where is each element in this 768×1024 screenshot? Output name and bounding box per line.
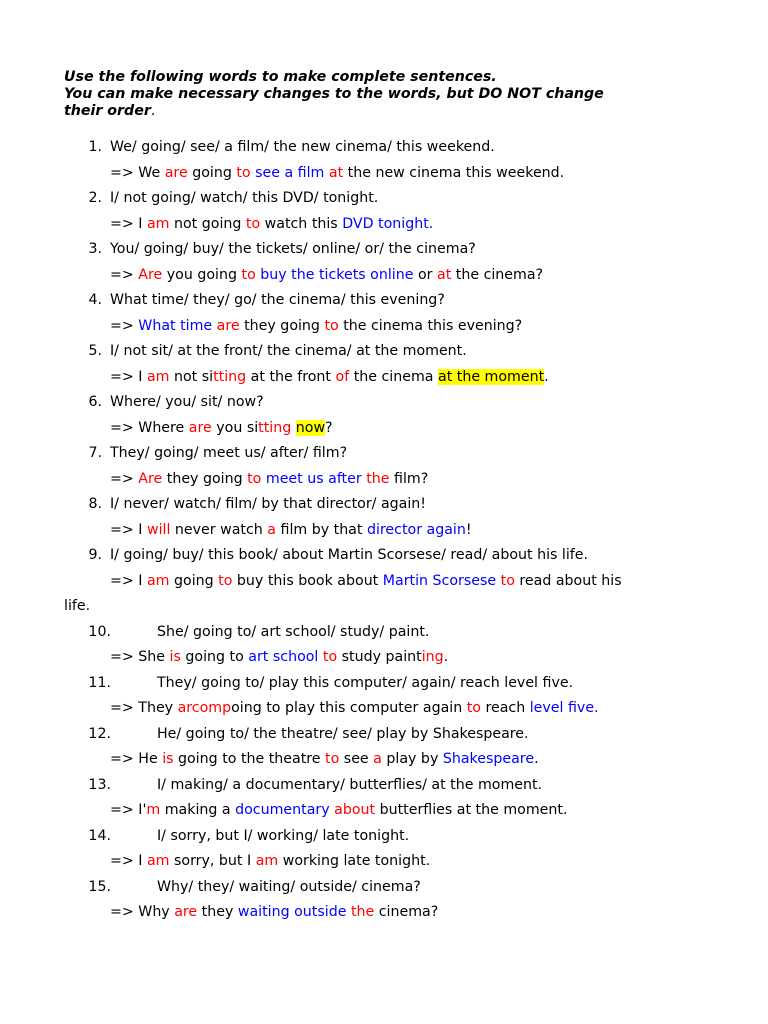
- answer-text: sorry, but I: [169, 853, 256, 869]
- exercise-answer-continuation-row: [0, 594, 768, 620]
- answer-text: => They: [110, 700, 178, 716]
- instructions-line-1: Use the following words to make complete sentences.: [64, 69, 497, 85]
- marked-text: at: [328, 164, 344, 181]
- marked-text: see a film: [255, 164, 325, 181]
- answer-text: => Why: [110, 904, 175, 920]
- exercise-prompt-row: [0, 773, 768, 799]
- exercise-prompt-row: [0, 492, 768, 518]
- answer-text: => I: [110, 853, 147, 869]
- marked-text: to: [466, 700, 481, 716]
- exercise-answer: [110, 696, 599, 722]
- marked-text: a: [267, 521, 276, 538]
- exercise-number: 10.: [88, 623, 111, 640]
- marked-text: am: [146, 853, 170, 869]
- answer-text: not si: [169, 368, 214, 385]
- answer-text: read about his: [514, 572, 622, 589]
- answer-text: they going: [162, 470, 248, 487]
- exercise-answer-row: [0, 696, 768, 722]
- answer-text: making a: [160, 802, 236, 818]
- answer-text: or: [413, 266, 437, 283]
- exercise-prompt-row: [0, 543, 768, 569]
- exercise-prompt: I/ going/ buy/ this book/ about Martin Scorsese/ read/ about his life.: [110, 547, 589, 563]
- exercise-answer-row: [0, 518, 768, 544]
- answer-text: going to: [180, 649, 249, 665]
- exercise-number: 11.: [88, 674, 111, 691]
- answer-text: you going: [162, 266, 242, 283]
- exercise-prompt: They/ going/ meet us/ after/ film?: [110, 445, 348, 461]
- marked-text: about: [334, 802, 376, 818]
- exercise-prompt: I/ not sit/ at the front/ the cinema/ at the moment.: [110, 343, 467, 359]
- answer-text: going: [169, 572, 219, 589]
- marked-text: are: [188, 419, 212, 436]
- exercise-prompt-row: [0, 875, 768, 901]
- exercise-number: 15.: [88, 878, 111, 895]
- answer-text: =>: [110, 470, 139, 487]
- exercise-answer-row: [0, 161, 768, 187]
- marked-text: the: [350, 904, 375, 920]
- exercise-number: 3.: [88, 241, 102, 257]
- marked-text: art school: [248, 649, 319, 665]
- exercise-prompt: I/ never/ watch/ film/ by that director/ again!: [110, 496, 426, 512]
- answer-text: => I: [110, 572, 147, 589]
- exercise-prompt-row: [0, 441, 768, 467]
- answer-text: => She: [110, 649, 170, 665]
- answer-text: => I: [110, 521, 147, 538]
- exercise-answer-row: [0, 416, 768, 442]
- exercise-number: 8.: [88, 496, 102, 512]
- answer-text: !: [465, 521, 472, 538]
- answer-text: butterflies at the moment.: [375, 802, 568, 818]
- highlighted-text: now: [295, 419, 326, 436]
- marked-text: the: [366, 470, 390, 487]
- answer-text: cinema?: [374, 904, 439, 920]
- exercise-prompt-row: [0, 722, 768, 748]
- answer-text: => I: [110, 215, 147, 232]
- marked-text: to: [325, 751, 340, 767]
- exercise-answer: [110, 569, 622, 595]
- exercise-prompt-row: [0, 671, 768, 697]
- answer-text: .: [443, 649, 449, 665]
- answer-text: going to the theatre: [173, 751, 326, 767]
- answer-text: the cinema this evening?: [338, 317, 523, 334]
- answer-text: => Where: [110, 419, 189, 436]
- answer-text: => We: [110, 164, 165, 181]
- marked-text: Shakespeare: [442, 751, 535, 767]
- exercise-answer-row: [0, 747, 768, 773]
- exercise-answer: [110, 849, 430, 875]
- answer-text: never watch: [170, 521, 268, 538]
- answer-text: they going: [239, 317, 325, 334]
- exercise-prompt-row: [0, 339, 768, 365]
- exercise-answer-row: [0, 569, 768, 595]
- exercise-number: 14.: [88, 827, 111, 844]
- marked-text: documentary: [235, 802, 330, 818]
- instructions: [64, 69, 704, 120]
- marked-text: to: [245, 215, 261, 232]
- highlighted-text: at the moment: [438, 368, 545, 385]
- exercise-answer: [110, 798, 567, 824]
- exercise-prompt-row: [0, 237, 768, 263]
- exercise-prompt: They/ going to/ play this computer/ again/ reach level five.: [157, 674, 574, 691]
- answer-text: the cinema?: [451, 266, 544, 283]
- exercise-prompt-row: [0, 390, 768, 416]
- exercise-answer-row: [0, 900, 768, 926]
- marked-text: to: [247, 470, 262, 487]
- exercise-number: 2.: [88, 190, 102, 206]
- marked-text: to: [218, 572, 233, 589]
- exercise-number: 4.: [88, 292, 102, 308]
- marked-text: to: [324, 317, 339, 334]
- exercise-answer-row: [0, 212, 768, 238]
- marked-text: to: [322, 649, 338, 665]
- exercise-prompt: She/ going to/ art school/ study/ paint.: [157, 623, 430, 640]
- exercise-answer-row: [0, 645, 768, 671]
- exercise-prompt: What time/ they/ go/ the cinema/ this evening?: [110, 292, 445, 308]
- exercise-prompt: I/ not going/ watch/ this DVD/ tonight.: [110, 190, 379, 206]
- marked-text: are: [164, 164, 188, 181]
- marked-text: waiting outside: [237, 904, 347, 920]
- answer-text: working late tonight.: [278, 853, 431, 869]
- answer-text: ?: [325, 419, 333, 436]
- exercise-prompt: Why/ they/ waiting/ outside/ cinema?: [157, 878, 421, 895]
- exercise-number: 1.: [88, 139, 102, 155]
- answer-text: the cinema: [349, 368, 438, 385]
- marked-text: Are: [138, 470, 163, 487]
- exercise-answer-continuation: life.: [64, 598, 91, 614]
- marked-text: meet us after: [265, 470, 362, 487]
- exercise-prompt-row: [0, 620, 768, 646]
- answer-text: =>: [110, 266, 139, 283]
- answer-text: play by: [381, 751, 443, 767]
- marked-text: What time: [138, 317, 213, 334]
- exercise-answer: [110, 161, 564, 187]
- answer-text: reach: [480, 700, 530, 716]
- exercise-prompt: I/ sorry, but I/ working/ late tonight.: [157, 827, 410, 844]
- exercise-answer-row: [0, 849, 768, 875]
- answer-text: going: [187, 164, 237, 181]
- exercise-answer: [110, 747, 539, 773]
- exercise-prompt: You/ going/ buy/ the tickets/ online/ or/ the cinema?: [110, 241, 476, 257]
- answer-text: => I': [110, 802, 147, 818]
- exercise-answer: [110, 314, 522, 340]
- answer-text: see: [339, 751, 374, 767]
- answer-text: =>: [110, 317, 139, 334]
- exercise-number: 13.: [88, 776, 111, 793]
- exercise-answer-row: [0, 263, 768, 289]
- marked-text: tting: [258, 419, 292, 436]
- exercise-prompt: He/ going to/ the theatre/ see/ play by Shakespeare.: [157, 725, 529, 742]
- marked-text: Martin Scorsese: [382, 572, 497, 589]
- exercise-number: 7.: [88, 445, 102, 461]
- marked-text: will: [146, 521, 171, 538]
- answer-text: => He: [110, 751, 163, 767]
- exercise-list: [0, 135, 768, 926]
- marked-text: Are: [138, 266, 163, 283]
- answer-text: => I: [110, 368, 147, 385]
- answer-text: film by that: [276, 521, 367, 538]
- exercise-answer: [110, 645, 448, 671]
- marked-text: DVD tonight.: [342, 215, 434, 232]
- answer-text: .: [544, 368, 549, 385]
- marked-text: are: [216, 317, 240, 334]
- exercise-answer: [110, 900, 438, 926]
- marked-text: are: [174, 904, 198, 920]
- exercise-answer: [110, 263, 543, 289]
- marked-text: m: [146, 802, 161, 818]
- exercise-prompt-row: [0, 186, 768, 212]
- instructions-line-3-text: their order: [64, 103, 151, 119]
- exercise-answer: [110, 365, 549, 391]
- marked-text: tting: [213, 368, 247, 385]
- exercise-answer: [110, 518, 472, 544]
- answer-text: film?: [389, 470, 429, 487]
- exercise-prompt: We/ going/ see/ a film/ the new cinema/ this weekend.: [110, 139, 495, 155]
- marked-text: am: [255, 853, 279, 869]
- exercise-answer: [110, 212, 433, 238]
- marked-text: a: [373, 751, 382, 767]
- exercise-answer-row: [0, 467, 768, 493]
- answer-text: buy this book about: [232, 572, 383, 589]
- marked-text: am: [146, 368, 170, 385]
- marked-text: is: [169, 649, 181, 665]
- answer-text: at the front: [246, 368, 336, 385]
- marked-text: director again: [366, 521, 466, 538]
- marked-text: to: [500, 572, 515, 589]
- answer-text: you si: [211, 419, 259, 436]
- marked-text: is: [162, 751, 174, 767]
- answer-text: oing to play this computer again: [231, 700, 467, 716]
- marked-text: am: [146, 572, 170, 589]
- instructions-line-2: You can make necessary changes to the words, but DO NOT change: [64, 86, 604, 102]
- exercise-answer-row: [0, 365, 768, 391]
- instructions-line-3: their order.: [64, 103, 156, 119]
- exercise-answer-row: [0, 798, 768, 824]
- marked-text: to: [236, 164, 251, 181]
- marked-text: level five.: [529, 700, 599, 716]
- exercise-number: 9.: [88, 547, 102, 563]
- marked-text: ing: [421, 649, 444, 665]
- exercise-answer: [110, 467, 428, 493]
- exercise-prompt-row: [0, 288, 768, 314]
- answer-text: .: [534, 751, 539, 767]
- exercise-answer-row: [0, 314, 768, 340]
- exercise-number: 6.: [88, 394, 102, 410]
- exercise-prompt-row: [0, 135, 768, 161]
- answer-text: study paint: [337, 649, 422, 665]
- marked-text: arcomp: [177, 700, 232, 716]
- answer-text: the new cinema this weekend.: [343, 164, 565, 181]
- marked-text: of: [335, 368, 350, 385]
- marked-text: am: [146, 215, 170, 232]
- marked-text: buy the tickets online: [260, 266, 414, 283]
- exercise-prompt: Where/ you/ sit/ now?: [110, 394, 264, 410]
- exercise-number: 12.: [88, 725, 111, 742]
- answer-text: they: [197, 904, 238, 920]
- marked-text: at: [437, 266, 452, 283]
- exercise-number: 5.: [88, 343, 102, 359]
- exercise-prompt-row: [0, 824, 768, 850]
- exercise-prompt: I/ making/ a documentary/ butterflies/ at the moment.: [157, 776, 543, 793]
- marked-text: to: [241, 266, 256, 283]
- answer-text: not going: [169, 215, 246, 232]
- exercise-answer: [110, 416, 333, 442]
- answer-text: watch this: [260, 215, 343, 232]
